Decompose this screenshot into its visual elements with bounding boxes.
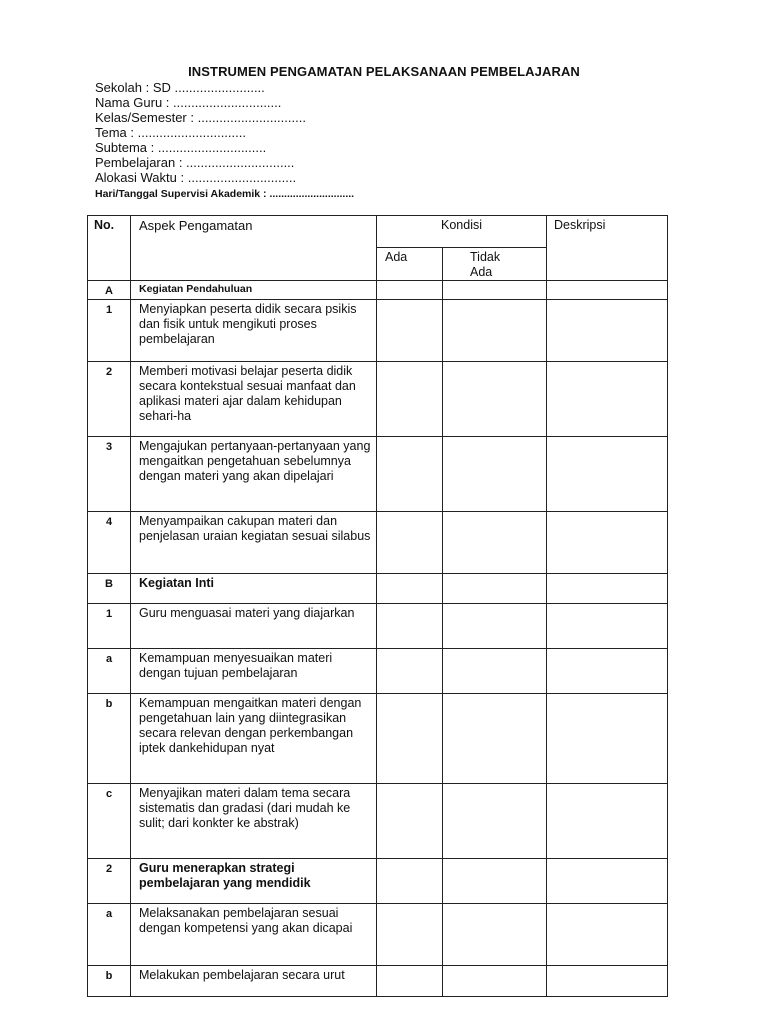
row-ada-cell: [377, 604, 443, 649]
row-deskripsi-cell: [547, 604, 668, 649]
row-tidak-ada-cell: [443, 649, 547, 694]
row-aspek: Menyajikan materi dalam tema secara sistematis dan gradasi (dari mudah ke sulit; dari konkter ke abstrak): [131, 784, 377, 859]
row-tidak-ada-cell: [443, 904, 547, 966]
table-row: [88, 604, 668, 649]
row-number: 2: [88, 362, 131, 437]
row-number: b: [88, 966, 131, 997]
field-tema: Tema : ..............................: [95, 125, 246, 140]
row-deskripsi-cell: [547, 512, 668, 574]
row-tidak-ada-cell: [443, 694, 547, 784]
row-deskripsi-cell: [547, 362, 668, 437]
row-tidak-ada-cell: [443, 966, 547, 997]
row-deskripsi-cell: [547, 649, 668, 694]
table-row: [88, 300, 668, 362]
row-tidak-ada-cell: [443, 512, 547, 574]
row-ada-cell: [377, 694, 443, 784]
row-deskripsi-cell: [547, 859, 668, 904]
row-aspek: Kemampuan menyesuaikan materi dengan tujuan pembelajaran: [131, 649, 377, 694]
row-number: 1: [88, 300, 131, 362]
row-ada-cell: [377, 859, 443, 904]
table-row: [88, 437, 668, 512]
row-tidak-ada-cell: [443, 574, 547, 604]
row-number: 4: [88, 512, 131, 574]
header-deskripsi: Deskripsi: [547, 216, 668, 281]
field-nama-guru: Nama Guru : ..............................: [95, 95, 282, 110]
row-tidak-ada-cell: [443, 300, 547, 362]
field-alokasi-waktu: Alokasi Waktu : ..............................: [95, 170, 297, 185]
table-row: [88, 574, 668, 604]
row-aspek: Memberi motivasi belajar peserta didik secara kontekstual sesuai manfaat dan aplikasi materi ajar dalam kehidupan sehari-ha: [131, 362, 377, 437]
header-ada: Ada: [377, 248, 443, 281]
row-ada-cell: [377, 966, 443, 997]
row-number: B: [88, 574, 131, 604]
row-ada-cell: [377, 649, 443, 694]
field-sekolah: Sekolah : SD .........................: [95, 80, 265, 95]
identity-fields: [95, 80, 354, 201]
row-aspek: Melaksanakan pembelajaran sesuai dengan kompetensi yang akan dicapai: [131, 904, 377, 966]
row-number: a: [88, 649, 131, 694]
row-tidak-ada-cell: [443, 784, 547, 859]
row-tidak-ada-cell: [443, 281, 547, 300]
observation-table: [87, 215, 668, 997]
row-tidak-ada-cell: [443, 604, 547, 649]
row-deskripsi-cell: [547, 694, 668, 784]
field-kelas-semester: Kelas/Semester : ..............................: [95, 110, 306, 125]
row-ada-cell: [377, 904, 443, 966]
table-row: [88, 694, 668, 784]
row-ada-cell: [377, 512, 443, 574]
row-ada-cell: [377, 784, 443, 859]
row-number: 1: [88, 604, 131, 649]
row-number: a: [88, 904, 131, 966]
row-aspek: Menyampaikan cakupan materi dan penjelasan uraian kegiatan sesuai silabus: [131, 512, 377, 574]
row-number: 3: [88, 437, 131, 512]
row-aspek: Guru menguasai materi yang diajarkan: [131, 604, 377, 649]
row-ada-cell: [377, 574, 443, 604]
document-title: INSTRUMEN PENGAMATAN PELAKSANAAN PEMBELAJARAN: [188, 64, 580, 79]
row-deskripsi-cell: [547, 437, 668, 512]
row-tidak-ada-cell: [443, 859, 547, 904]
table-row: [88, 784, 668, 859]
row-ada-cell: [377, 362, 443, 437]
field-pembelajaran: Pembelajaran : ..............................: [95, 155, 295, 170]
row-aspek: Menyiapkan peserta didik secara psikis dan fisik untuk mengikuti proses pembelajaran: [131, 300, 377, 362]
row-deskripsi-cell: [547, 904, 668, 966]
header-no: No.: [88, 216, 131, 281]
field-supervisi: Hari/Tanggal Supervisi Akademik : .............................: [95, 188, 355, 200]
table-header-row: [88, 216, 668, 248]
row-tidak-ada-cell: [443, 437, 547, 512]
row-deskripsi-cell: [547, 966, 668, 997]
row-aspek: Guru menerapkan strategi pembelajaran yang mendidik: [131, 859, 377, 904]
field-subtema: Subtema : ..............................: [95, 140, 267, 155]
table-row: [88, 362, 668, 437]
table-row: [88, 859, 668, 904]
header-kondisi: Kondisi: [377, 216, 547, 248]
row-number: 2: [88, 859, 131, 904]
row-number: b: [88, 694, 131, 784]
row-ada-cell: [377, 281, 443, 300]
table-row: [88, 904, 668, 966]
header-aspek: Aspek Pengamatan: [131, 216, 377, 281]
row-aspek: Kegiatan Inti: [131, 574, 377, 604]
row-deskripsi-cell: [547, 281, 668, 300]
row-tidak-ada-cell: [443, 362, 547, 437]
row-deskripsi-cell: [547, 574, 668, 604]
row-number: c: [88, 784, 131, 859]
table-row: [88, 281, 668, 300]
row-ada-cell: [377, 437, 443, 512]
row-aspek: Kemampuan mengaitkan materi dengan pengetahuan lain yang diintegrasikan secara relevan dengan perkembangan iptek dankehidupan nyat: [131, 694, 377, 784]
row-aspek: Melakukan pembelajaran secara urut: [131, 966, 377, 997]
row-aspek: Kegiatan Pendahuluan: [131, 281, 377, 300]
row-ada-cell: [377, 300, 443, 362]
row-deskripsi-cell: [547, 300, 668, 362]
row-number: A: [88, 281, 131, 300]
table-row: [88, 966, 668, 997]
table-row: [88, 649, 668, 694]
row-aspek: Mengajukan pertanyaan-pertanyaan yang mengaitkan pengetahuan sebelumnya dengan materi yang akan dipelajari: [131, 437, 377, 512]
header-tidak-ada: Tidak Ada: [443, 248, 547, 281]
table-row: [88, 512, 668, 574]
row-deskripsi-cell: [547, 784, 668, 859]
